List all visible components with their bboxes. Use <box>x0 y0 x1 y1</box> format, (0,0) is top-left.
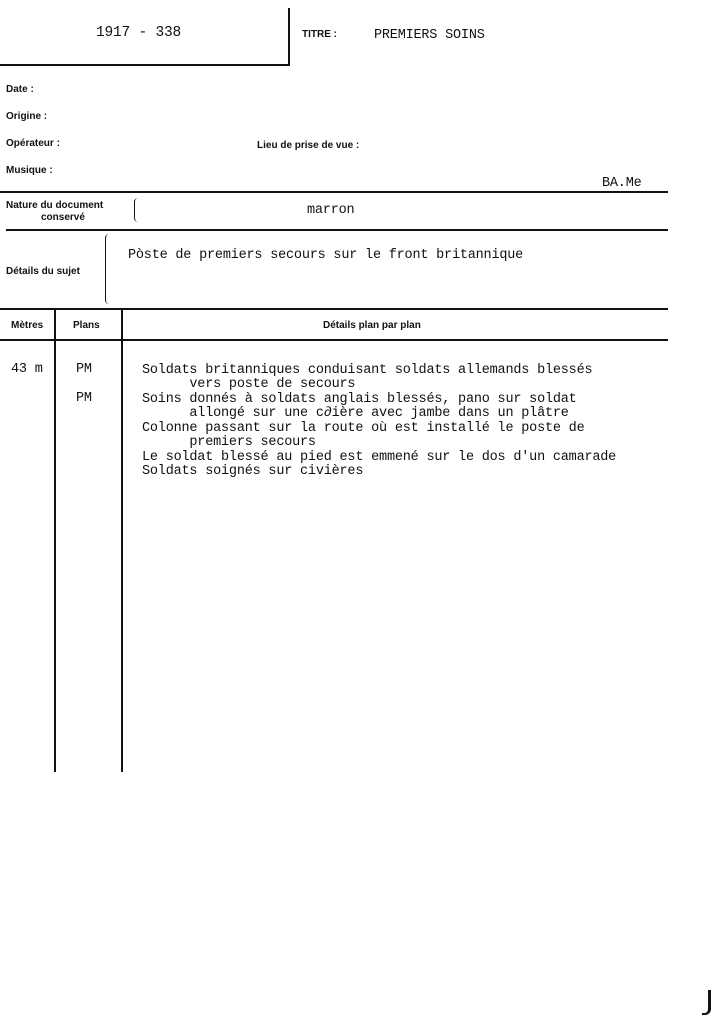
lieu-label: Lieu de prise de vue : <box>257 140 360 151</box>
origine-label: Origine : <box>6 111 48 122</box>
detail-line: vers poste de secours <box>142 377 356 392</box>
detail-line: Soldats britanniques conduisant soldats allemands blessés <box>142 363 593 378</box>
sujet-value: Pòste de premiers secours sur le front britannique <box>128 248 524 263</box>
detail-line: allongé sur une c∂ière avec jambe dans un plâtre <box>142 406 569 421</box>
nature-value: marron <box>307 203 355 218</box>
title-label: TITRE : <box>302 29 337 40</box>
detail-line: premiers secours <box>142 435 316 450</box>
nature-brace <box>134 198 139 222</box>
col-divider-2 <box>121 310 123 772</box>
rule-1 <box>0 191 668 193</box>
col-metres-header: Mètres <box>11 320 44 331</box>
header-bottom-rule <box>0 64 290 66</box>
metres-value: 43 m <box>11 362 43 377</box>
plan-value: PM <box>76 362 92 377</box>
detail-line: Le soldat blessé au pied est emmené sur le dos d'un camarade <box>142 450 617 465</box>
nature-label-line1: Nature du document <box>6 200 104 211</box>
col-divider-1 <box>54 310 56 772</box>
operateur-label: Opérateur : <box>6 138 60 149</box>
musique-label: Musique : <box>6 165 53 176</box>
title-value: PREMIERS SOINS <box>374 28 485 43</box>
date-label: Date : <box>6 84 34 95</box>
archive-code: BA.Me <box>602 176 642 191</box>
reference-number: 1917 - 338 <box>96 25 182 41</box>
sujet-label: Détails du sujet <box>6 266 80 277</box>
header-divider <box>288 8 290 66</box>
sujet-brace <box>105 234 110 304</box>
detail-line: Soldats soignés sur civières <box>142 464 364 479</box>
rule-4 <box>0 339 668 341</box>
col-details-header: Détails plan par plan <box>323 320 421 331</box>
scan-edge <box>702 990 711 1015</box>
plan-value: PM <box>76 391 92 406</box>
nature-label-line2: conservé <box>41 212 85 223</box>
col-plans-header: Plans <box>73 320 100 331</box>
rule-2 <box>6 229 668 231</box>
rule-3 <box>0 308 668 310</box>
detail-line: Colonne passant sur la route où est installé le poste de <box>142 421 585 436</box>
detail-line: Soins donnés à soldats anglais blessés, pano sur soldat <box>142 392 577 407</box>
